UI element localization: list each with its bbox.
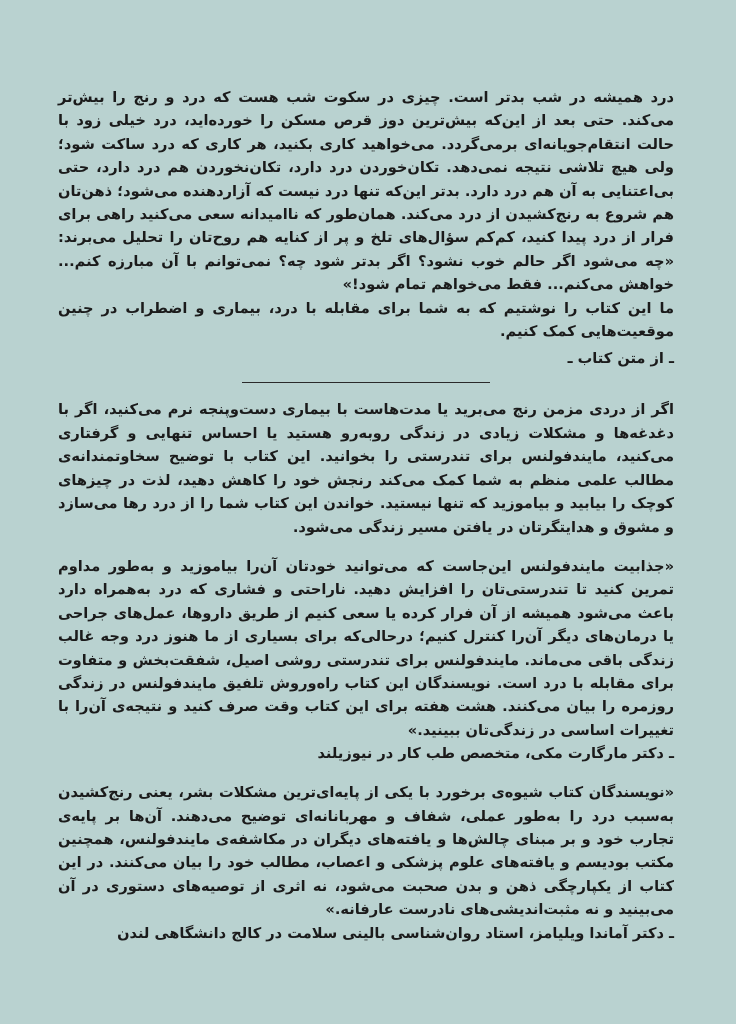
section-divider [242,382,490,383]
excerpt-paragraph-1: درد همیشه در شب بدتر است. چیزی در سکوت شب هست که درد و رنج را بیش‌تر می‌کند. حتی بعد از این‌که بیش‌ترین دوز قرص مسکن را خورده‌اید، درد خیلی زود با حالت انتقام‌جویانه‌ای برمی‌گردد. می‌خواهید کاری بکنید، هر کاری که درد ساکت شود؛ ولی هیچ تلاشی نتیجه نمی‌دهد. تکان‌خوردن درد دارد، تکان‌نخوردن هم درد دارد، حتی بی‌اعتنایی به آن هم درد دارد. بدتر این‌که تنها درد نیست که آزاردهنده می‌شود؛ ذهن‌تان هم شروع به رنج‌کشیدن از درد می‌کند. همان‌طور که ناامیدانه سعی می‌کنید راهی برای فرار از درد پیدا کنید، کم‌کم سؤال‌های تلخ و پر از کنایه هم روح‌تان را تحلیل می‌برند: «چه می‌شود اگر حالم خوب نشود؟ اگر بدتر شود چه؟ نمی‌توانم با آن مبارزه کنم... خواهش می‌کنم... فقط می‌خواهم تمام شود!» [58,89,674,294]
excerpt-paragraph-2: ما این کتاب را نوشتیم که به شما برای مقابله با درد، بیماری و اضطراب در چنین موقعیت‌هایی کمک کنیم. [58,299,674,341]
testimonial-1-quote: «جذابیت مایندفولنس این‌جاست که می‌توانید خودتان آن‌را بیاموزید و به‌طور مداوم تمرین کنید تا تندرستی‌تان را افزایش دهید. ناراحتی و فشاری که درد به‌همراه دارد باعث می‌شود همیشه از آن فرار کرده یا سعی کنیم از طریق داروها، عمل‌های جراحی یا درمان‌های دیگر آن‌را کنترل کنیم؛ درحالی‌که برای بسیاری از ما هنوز درد وجه غالب زندگی باقی می‌ماند. مایندفولنس برای تندرستی روشی اصیل، شفقت‌بخش و متفاوت برای مقابله با درد است. نویسندگان این کتاب راه‌وروش تلفیق مایندفولنس در زندگی روزمره را بیان می‌کنند. هشت هفته برای این کتاب وقت صرف کنید و نتیجه‌ی آن‌را با تغییرات اساسی در زندگی‌تان ببینید.» [58,557,674,739]
description-paragraph: اگر از دردی مزمن رنج می‌برید یا مدت‌هاست با بیماری دست‌وپنجه نرم می‌کنید، اگر با دغدغه‌ها و مشکلات زیادی در زندگی روبه‌رو هستید یا احساس تنهایی و گرفتاری می‌کنید، مایندفولنس برای تندرستی را بخوانید. این کتاب با توضیح سخاوتمندانه‌ی مطالب علمی منظم به شما کمک می‌کند رنجش خود را کاهش دهید، لذت در چیزهای کوچک را بیابید و بیاموزید که تنها نیستید. خواندن این کتاب شما را از درد رها می‌سازد و مشوق و هدایتگرتان در یافتن مسیر زندگی می‌شود. [58,401,674,536]
excerpt-source: ـ از متن کتاب ـ [567,350,674,368]
testimonial-2-author: ـ دکتر آماندا ویلیامز، استاد روان‌شناسی بالینی سلامت در کالج دانشگاهی لندن [117,924,674,942]
spacer [58,765,674,781]
spacer [58,539,674,555]
testimonial-2-quote: «نویسندگان کتاب شیوه‌ی برخورد با یکی از پایه‌ای‌ترین مشکلات بشر، یعنی رنج‌کشیدن به‌سبب درد را به‌طور عملی، شفاف و مهربانانه‌ای توضیح می‌دهند. آن‌ها بر پایه‌ی تجارب خود و بر مبنای چالش‌ها و یافته‌های دیگران در مکاشفه‌ی مایندفولنس، همچنین مکتب بودیسم و یافته‌های علوم پزشکی و اعصاب، مطالب خود را بیان می‌کنند. در این کتاب از یکپارچگی ذهن و بدن صحبت می‌شود، نه اثری از توصیه‌های دستوری در آن می‌بینید و نه مثبت‌اندیشی‌های نادرست عارفانه.» [58,784,674,919]
testimonial-1-author: ـ دکتر مارگارت مکی، متخصص طب کار در نیوزیلند [317,745,674,763]
